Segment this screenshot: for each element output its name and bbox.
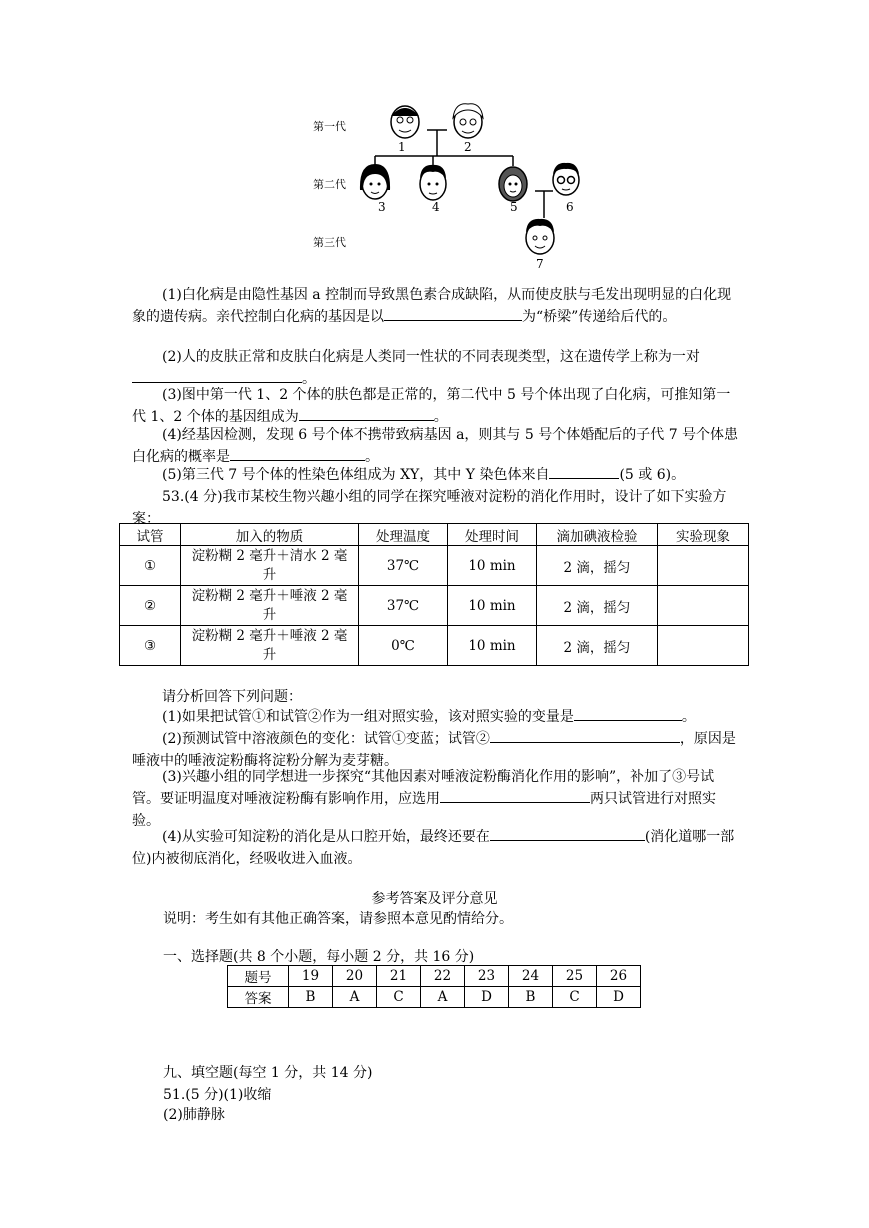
- q52-part5: (5)第三代 7 号个体的性染色体组成为 XY，其中 Y 染色体来自 (5 或 6)。: [132, 464, 740, 486]
- answers-note: 说明：考生如有其他正确答案，请参照本意见酌情给分。: [163, 911, 513, 927]
- question-number: 24: [509, 966, 553, 987]
- answer-key-table: [227, 965, 641, 1008]
- table-cell: 10 min: [448, 626, 537, 666]
- person-3-number: 3: [378, 200, 386, 214]
- header-cell: 处理时间: [448, 524, 537, 546]
- person-5-icon: [499, 167, 527, 201]
- question-number: 23: [465, 966, 509, 987]
- table-row: [120, 586, 749, 626]
- person-4-number: 4: [432, 200, 440, 214]
- pedigree-faces: [355, 98, 595, 273]
- question-number: 19: [289, 966, 333, 987]
- person-1-icon: [391, 106, 419, 138]
- question-number: 22: [421, 966, 465, 987]
- q53-part2: (2)预测试管中溶液颜色的变化：试管①变蓝；试管② ，原因是唾液中的唾液淀粉酶将淀粉分解为麦芽糖。: [132, 728, 740, 772]
- answer-key-answer-row: [228, 987, 641, 1008]
- answer-letter: A: [333, 987, 377, 1008]
- table-cell: ②: [120, 586, 181, 626]
- table-cell: 2 滴，摇匀: [537, 546, 658, 586]
- answer-letter: D: [597, 987, 641, 1008]
- header-cell: 实验现象: [658, 524, 749, 546]
- q52-part1: (1)白化病是由隐性基因 a 控制而导致黑色素合成缺陷，从而使皮肤与毛发出现明显的白化现象的遗传病。亲代控制白化病的基因是以 为“桥梁”传递给后代的。: [132, 287, 732, 325]
- table-cell: 2 滴，摇匀: [537, 626, 658, 666]
- table-header-row: [120, 524, 749, 546]
- person-5-number: 5: [510, 200, 518, 214]
- table-cell: 37℃: [359, 546, 448, 586]
- question-number: 26: [597, 966, 641, 987]
- answer-letter: C: [553, 987, 597, 1008]
- observation-cell[interactable]: [658, 586, 749, 626]
- table-cell: ①: [120, 546, 181, 586]
- person-6-icon: [553, 163, 579, 195]
- answer-letter: B: [289, 987, 333, 1008]
- answer-key-number-row: [228, 966, 641, 987]
- observation-cell[interactable]: [658, 626, 749, 666]
- table-cell: 10 min: [448, 586, 537, 626]
- q52-part3: (3)图中第一代 1、2 个体的肤色都是正常的，第二代中 5 号个体出现了白化病，可推知第一代 1、2 个体的基因组成为 。: [132, 387, 731, 425]
- answer-51-part2: (2)肺静脉: [163, 1107, 225, 1123]
- row-label: 题号: [228, 966, 289, 987]
- table-row: [120, 626, 749, 666]
- table-cell: 2 滴，摇匀: [537, 586, 658, 626]
- q52-part2: (2)人的皮肤正常和皮肤白化病是人类同一性状的不同表现类型，这在遗传学上称为一对。: [132, 346, 740, 390]
- q53-part1: (1)如果把试管①和试管②作为一组对照实验，该对照实验的变量是 。: [132, 706, 740, 728]
- q52-part4: (4)经基因检测，发现 6 号个体不携带致病基因 a，则其与 5 号个体婚配后的子代 7 号个体患白化病的概率是 。: [132, 427, 739, 465]
- header-cell: 试管: [120, 524, 181, 546]
- person-2-icon: [453, 104, 483, 138]
- observation-cell[interactable]: [658, 546, 749, 586]
- answer-letter: A: [421, 987, 465, 1008]
- person-4-icon: [420, 165, 446, 200]
- person-3-icon: [360, 164, 390, 199]
- person-1-number: 1: [398, 140, 406, 154]
- answer-letter: D: [465, 987, 509, 1008]
- table-cell: 淀粉糊 2 毫升＋清水 2 毫升: [181, 546, 359, 586]
- table-cell: 淀粉糊 2 毫升＋唾液 2 毫升: [181, 586, 359, 626]
- experiment-table: [119, 523, 749, 666]
- q53-part3: (3)兴趣小组的同学想进一步探究“其他因素对唾液淀粉酶消化作用的影响”，补加了③号试管。要证明温度对唾液淀粉酶有影响作用，应选用 两只试管进行对照实验。: [132, 769, 716, 829]
- header-cell: 滴加碘液检验: [537, 524, 658, 546]
- table-cell: 淀粉糊 2 毫升＋唾液 2 毫升: [181, 626, 359, 666]
- row-label: 答案: [228, 987, 289, 1008]
- person-7-number: 7: [536, 257, 544, 271]
- person-7-icon: [526, 219, 554, 254]
- person-2-number: 2: [464, 140, 472, 154]
- section9-heading: 九、填空题(每空 1 分，共 14 分): [163, 1065, 373, 1081]
- q53-intro: 53.(4 分)我市某校生物兴趣小组的同学在探究唾液对淀粉的消化作用时，设计了如下实验方案：: [132, 489, 727, 527]
- header-cell: 加入的物质: [181, 524, 359, 546]
- question-number: 25: [553, 966, 597, 987]
- person-6-number: 6: [566, 200, 574, 214]
- answer-letter: C: [377, 987, 421, 1008]
- section1-heading: 一、选择题(共 8 个小题，每小题 2 分，共 16 分): [163, 949, 475, 965]
- gen1-label: 第一代: [313, 120, 346, 133]
- q53-part4: (4)从实验可知淀粉的消化是从口腔开始，最终还要在 (消化道哪一部位)内被彻底消化，经吸收进入血液。: [132, 826, 740, 870]
- answers-title: 参考答案及评分意见: [371, 891, 498, 907]
- q53-prompt: 请分析回答下列问题：: [162, 689, 302, 705]
- question-number: 20: [333, 966, 377, 987]
- answer-51: 51.(5 分)(1)收缩: [163, 1087, 272, 1103]
- table-row: [120, 546, 749, 586]
- table-cell: 10 min: [448, 546, 537, 586]
- table-cell: 0℃: [359, 626, 448, 666]
- table-cell: 37℃: [359, 586, 448, 626]
- table-cell: ③: [120, 626, 181, 666]
- answer-letter: B: [509, 987, 553, 1008]
- gen2-label: 第二代: [313, 178, 346, 191]
- question-number: 21: [377, 966, 421, 987]
- header-cell: 处理温度: [359, 524, 448, 546]
- gen3-label: 第三代: [313, 236, 346, 249]
